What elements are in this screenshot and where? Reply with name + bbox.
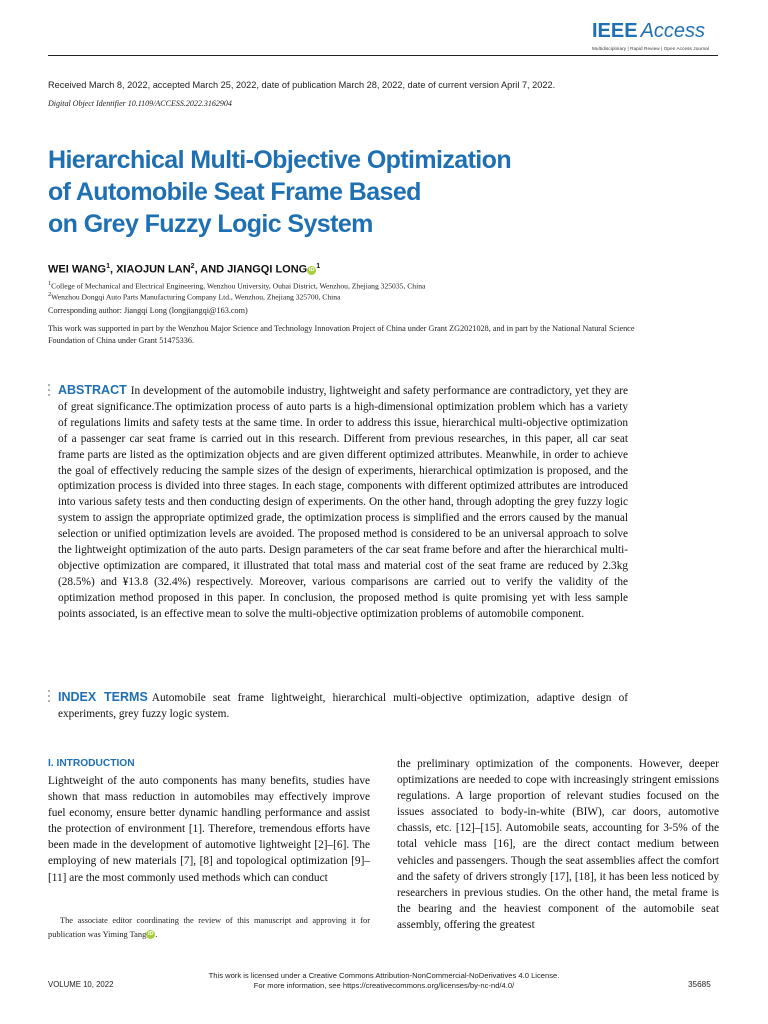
journal-logo: [592, 20, 718, 56]
body-column-right: the preliminary optimization of the components. However, deeper optimizations are needed to cope with increasingly stringent emissions regulations. A large proportion of relevant studies focused on the issues associated to body-in-white (BIW), car doors, automotive chassis, etc. [12]–[15]. Automobile seats, accounting for 3-5% of the total vehicle mass [16], are the direct contact medium between vehicles and passengers. Though the seat assemblies affect the comfort and the safety of drivers strongly [17], [18], it has been less noticed by researchers in previous studies. On the other hand, the metal frame is the bearing and the heaviest component of the automobile seat assembly, offering the greatest: [397, 758, 719, 931]
logo-ieee: IEEE: [592, 20, 638, 42]
affiliation-1-marker: 1: [48, 280, 52, 287]
page-number: 35685: [688, 980, 711, 989]
orcid-icon[interactable]: iD: [148, 931, 154, 937]
license-line-2[interactable]: For more information, see https://creativecommons.org/licenses/by-nc-nd/4.0/: [253, 981, 515, 990]
index-terms-marker-icon: [48, 690, 51, 705]
affiliation-2-text: Wenzhou Dongqi Auto Parts Manufacturing Company Ltd., Wenzhou, Zhejiang 325700, China: [51, 292, 341, 302]
editor-footnote-text: The associate editor coordinating the review of this manuscript and approving it for publication was Yiming Tang: [48, 916, 370, 939]
author-list: [48, 263, 320, 276]
abstract-label: ABSTRACT: [58, 383, 127, 397]
author-2: XIAOJUN LAN: [116, 263, 191, 276]
editor-footnote: [48, 914, 370, 942]
corresponding-author: Corresponding author: Jiangqi Long (longjiangqi@163.com): [48, 306, 248, 315]
license-notice: [150, 971, 618, 991]
body-column-left: Lightweight of the auto components has many benefits, studies have shown that mass reduction in automobiles may effectively improve fuel economy, ensure better dynamic handling performance and assist the protection of environment [1]. Therefore, tremendous efforts have been made in the development of automotive lightweight [2]–[6]. The employing of new materials [7], [8] and topological optimization [9]–[11] are the most commonly used methods which can conduct: [48, 775, 370, 884]
abstract: [58, 383, 628, 623]
affiliation-1: [48, 280, 425, 291]
author-sep: ,: [109, 263, 117, 276]
logo-access: Access: [640, 20, 706, 42]
funding-statement: This work was supported in part by the Wenzhou Major Science and Technology Innovation Project of China under Grant ZG2021028, and in part by the National Natural Science Foundation of China under Grant 51475336.: [48, 324, 635, 345]
index-terms: [58, 689, 628, 722]
author-3: AND JIANGQI LONG: [200, 263, 308, 276]
title-line-3: on Grey Fuzzy Logic System: [48, 210, 373, 238]
publication-dates: Received March 8, 2022, accepted March 25, 2022, date of publication March 28, 2022, date of current version April 7, 2022.: [48, 80, 556, 90]
title-line-1: Hierarchical Multi-Objective Optimization: [48, 146, 511, 174]
abstract-marker-icon: [48, 384, 51, 399]
title-line-2: of Automobile Seat Frame Based: [48, 178, 421, 206]
paper-title: [48, 144, 608, 240]
section-heading-introduction: I. INTRODUCTION: [48, 758, 135, 769]
author-sep: ,: [194, 263, 201, 276]
index-terms-text: Automobile seat frame lightweight, hierarchical multi-objective optimization, adaptive design of experiments, grey fuzzy logic system.: [58, 692, 628, 720]
author-2-affil: 2: [190, 263, 195, 270]
affiliation-1-text: College of Mechanical and Electrical Engineering, Wenzhou University, Ouhai District, Wenzhou, Zhejiang 325035, China: [51, 281, 426, 291]
header-divider: [48, 55, 718, 56]
author-3-affil: 1: [316, 263, 321, 270]
author-1: WEI WANG: [48, 263, 107, 276]
affiliation-2: [48, 291, 340, 302]
license-line-1: This work is licensed under a Creative Commons Attribution-NonCommercial-NoDerivatives 4.0 License.: [208, 971, 560, 980]
index-terms-label: INDEX TERMS: [58, 690, 148, 704]
logo-tagline: Multidisciplinary | Rapid Review | Open Access Journal: [592, 46, 710, 51]
doi-line[interactable]: Digital Object Identifier 10.1109/ACCESS.2022.3162904: [48, 99, 232, 108]
abstract-text: In development of the automobile industry, lightweight and safety performance are contradictory, yet they are of great significance.The optimization process of auto parts is a high-dimensional optimization problem which has a variety of regulations limits and safety tests at the same time. In order to address this issue, hierarchical multi-objective optimization of a passenger car seat frame is carried out in this research. Different from previous researches, in this paper, all car seat frame parts are listed as the optimization objects and are given different optimized attributes. Meanwhile, in order to achieve the goal of effectively reducing the sample sizes of the design of experiments, hierarchical optimization is proposed, and the optimization process is divided into three stages. In each stage, components with different optimized attributes are introduced into various safety tests and then conducting design of experiments. On the other hand, through adopting the grey fuzzy logic system to assign the appropriate optimized grade, the optimization process is simplified and the errors caused by the manual selection or unified optimization levels are avoided. The proposed method is considered to be an universal approach to solve the lightweight optimization of the auto parts. Design parameters of the car seat frame before and after the hierarchical multi-objective optimization are compared, it illustrated that total mass and material cost of the seat frame are reduced by 2.3kg (28.5%) and ¥13.8 (32.4%) respectively. Moreover, various comparisons are carried out to verify the validity of the optimization method proposed in this paper. In conclusion, the proposed method is quite promising yet with less sample points associated, is an effective mean to solve the multi-objective optimization problems of automobile component.: [58, 385, 628, 620]
editor-footnote-end: .: [155, 930, 158, 939]
orcid-icon[interactable]: iD: [308, 266, 315, 273]
affiliation-2-marker: 2: [48, 291, 52, 298]
footer-volume: VOLUME 10, 2022: [48, 980, 114, 989]
author-1-affil: 1: [106, 263, 110, 270]
journal-logo-wordmark: [592, 20, 718, 42]
